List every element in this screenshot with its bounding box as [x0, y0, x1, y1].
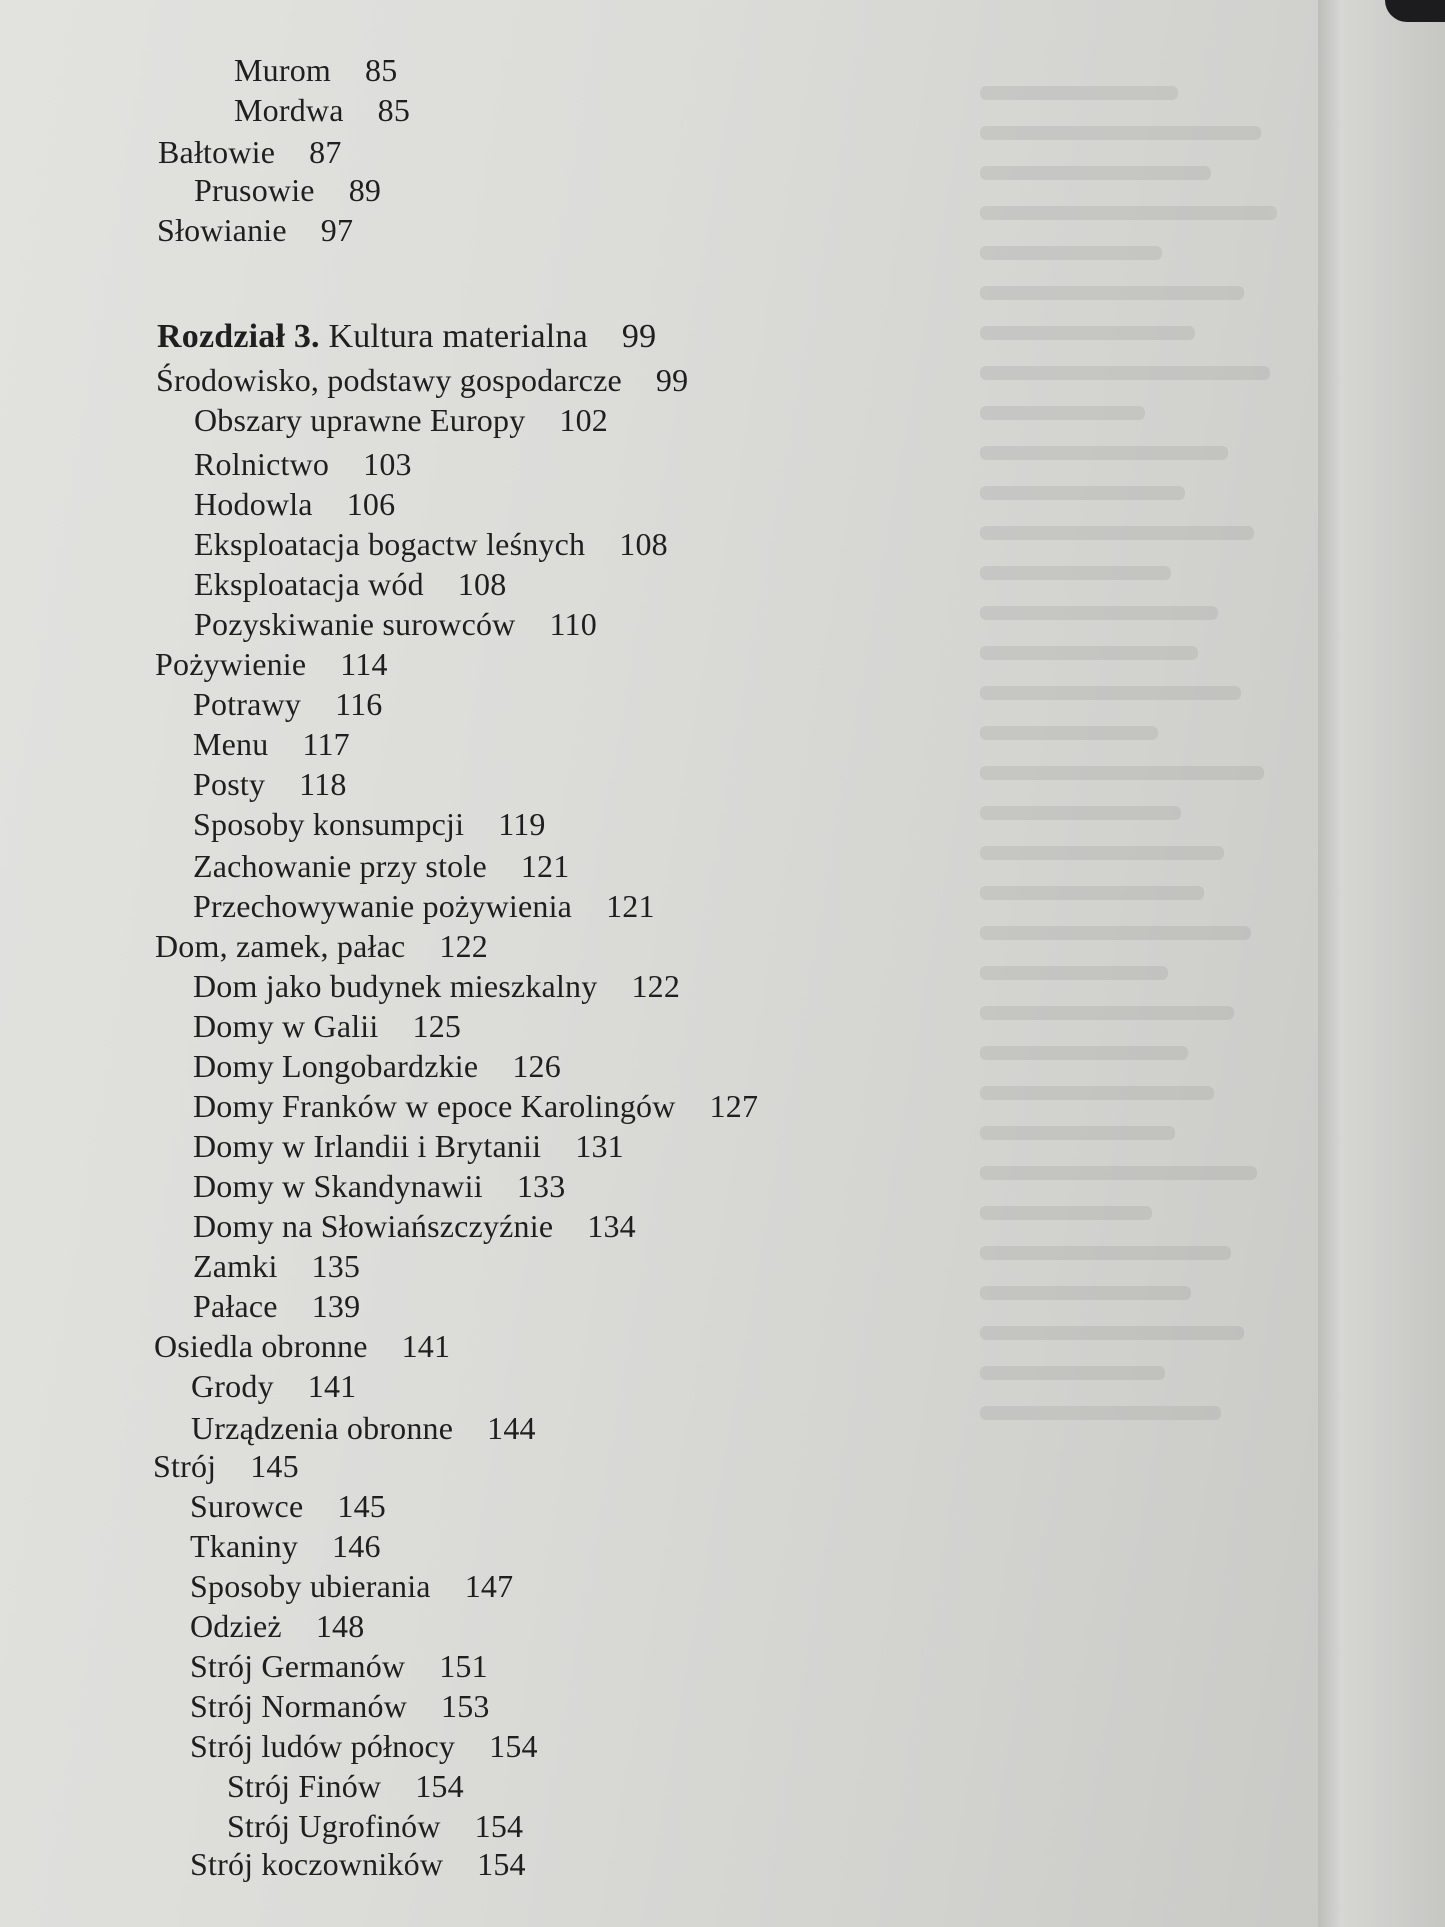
toc-entry: Strój koczowników 154: [190, 1846, 526, 1882]
toc-entry: Urządzenia obronne 144: [191, 1410, 536, 1446]
toc-entry: Obszary uprawne Europy 102: [194, 402, 609, 438]
toc-entry: Menu 117: [193, 726, 350, 762]
toc-entry: Tkaniny 146: [190, 1528, 381, 1564]
toc-entry: Odzież 148: [190, 1608, 365, 1644]
toc-entry: Strój Germanów 151: [190, 1648, 488, 1684]
toc-entry: Strój ludów północy 154: [190, 1728, 538, 1764]
toc-entry: Prusowie 89: [194, 172, 382, 208]
toc-entry: Dom, zamek, pałac 122: [155, 928, 489, 964]
toc-entry: Surowce 145: [190, 1488, 386, 1524]
toc-entry: Domy na Słowiańszczyźnie 134: [193, 1208, 636, 1244]
bleed-through-text: [980, 60, 1310, 1880]
toc-entry: Hodowla 106: [194, 486, 396, 522]
toc-entry: Przechowywanie pożywienia 121: [193, 888, 655, 924]
toc-entry: Pozyskiwanie surowców 110: [194, 606, 597, 642]
toc-entry: Eksploatacja bogactw leśnych 108: [194, 526, 668, 562]
toc-entry: Strój Finów 154: [227, 1768, 464, 1804]
toc-entry: Grody 141: [191, 1368, 357, 1404]
toc-entry: Sposoby konsumpcji 119: [193, 806, 546, 842]
toc-entry: Strój Ugrofinów 154: [227, 1808, 524, 1844]
toc-entry: Zachowanie przy stole 121: [193, 848, 570, 884]
toc-entry: Bałtowie 87: [158, 134, 342, 170]
toc-entry: Strój 145: [153, 1448, 299, 1484]
toc-entry: Domy Longobardzkie 126: [193, 1048, 561, 1084]
toc-entry: Potrawy 116: [193, 686, 383, 722]
toc-entry: Strój Normanów 153: [190, 1688, 490, 1724]
toc-entry: Sposoby ubierania 147: [190, 1568, 514, 1604]
toc-entry: Eksploatacja wód 108: [194, 566, 507, 602]
toc-entry: Domy Franków w epoce Karolingów 127: [193, 1088, 759, 1124]
toc-entry: Słowianie 97: [157, 212, 354, 248]
toc-entry: Osiedla obronne 141: [154, 1328, 451, 1364]
page-edge: [1318, 0, 1445, 1927]
toc-entry: Środowisko, podstawy gospodarcze 99: [156, 362, 689, 398]
toc-entry: Murom 85: [234, 52, 398, 88]
toc-entry: Mordwa 85: [234, 92, 411, 128]
toc-entry: Pałace 139: [193, 1288, 361, 1324]
toc-entry: Domy w Skandynawii 133: [193, 1168, 566, 1204]
toc-entry: Posty 118: [193, 766, 347, 802]
toc-entry: Zamki 135: [193, 1248, 361, 1284]
toc-entry: Domy w Galii 125: [193, 1008, 462, 1044]
toc-entry: Dom jako budynek mieszkalny 122: [193, 968, 681, 1004]
toc-entry: Rolnictwo 103: [194, 446, 412, 482]
toc-entry: Domy w Irlandii i Brytanii 131: [193, 1128, 624, 1164]
chapter-heading: Rozdział 3. Kultura materialna 99: [157, 318, 657, 355]
toc-entry: Pożywienie 114: [155, 646, 388, 682]
